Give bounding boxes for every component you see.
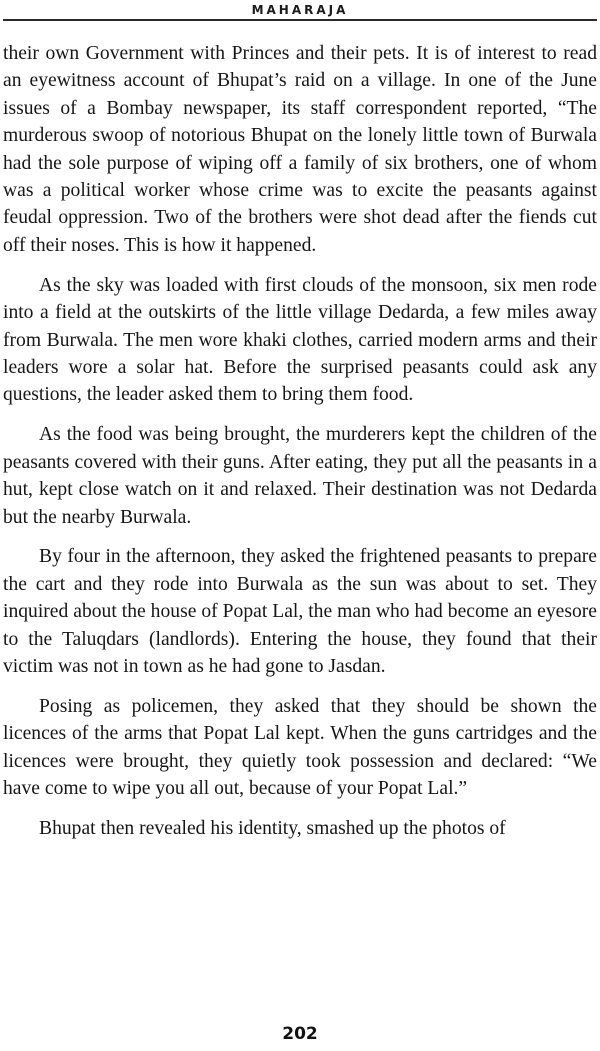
running-head: MAHARAJA [251,3,349,17]
page-number: 202 [282,1024,318,1044]
paragraph-3: As the food was being brought, the murderers kept the children of the peasants covered with their guns. After eating, they put all the peasants in a hut, kept close watch on it and relaxed. Their destination was not Dedarda but the nearby Burwala. [3,424,597,528]
paragraph-2: As the sky was loaded with first clouds of the monsoon, six men rode into a field at the outskirts of the little village Dedarda, a few miles away from Burwala. The men wore khaki clothes, carried modern arms and their leaders wore a solar hat. Before the surprised peasants could ask any questions, the leader asked them to bring them food. [3,274,597,406]
paragraph-4: By four in the afternoon, they asked the frightened peasants to prepare the cart and they rode into Burwala as the sun was about to set. They inquired about the house of Popat Lal, the man who had become an eyesore to the Taluqdars (landlords). Entering the house, they found that their victim was not in town as he had gone to Jasdan. [3,546,597,678]
body-text [3,40,597,855]
paragraph-6: Bhupat then revealed his identity, smashed up the photos of [39,818,506,840]
paragraph-1: their own Government with Princes and their pets. It is of interest to read an eyewitness account of Bhupat’s raid on a village. In one of the June issues of a Bombay newspaper, its staff correspondent reported, “The murderous swoop of notorious Bhupat on the lonely little town of Burwala had the sole purpose of wiping off a family of six brothers, one of whom was a political worker whose crime was to excite the peasants against feudal oppression. Two of the brothers were shot dead after the fiends cut off their noses. This is how it happened. [3,43,597,256]
paragraph-5: Posing as policemen, they asked that they should be shown the licences of the arms that Popat Lal kept. When the guns cartridges and the licences were brought, they quietly took possession and declared: “We have come to wipe you all out, because of your Popat Lal.” [3,695,597,800]
header-rule [3,19,597,21]
